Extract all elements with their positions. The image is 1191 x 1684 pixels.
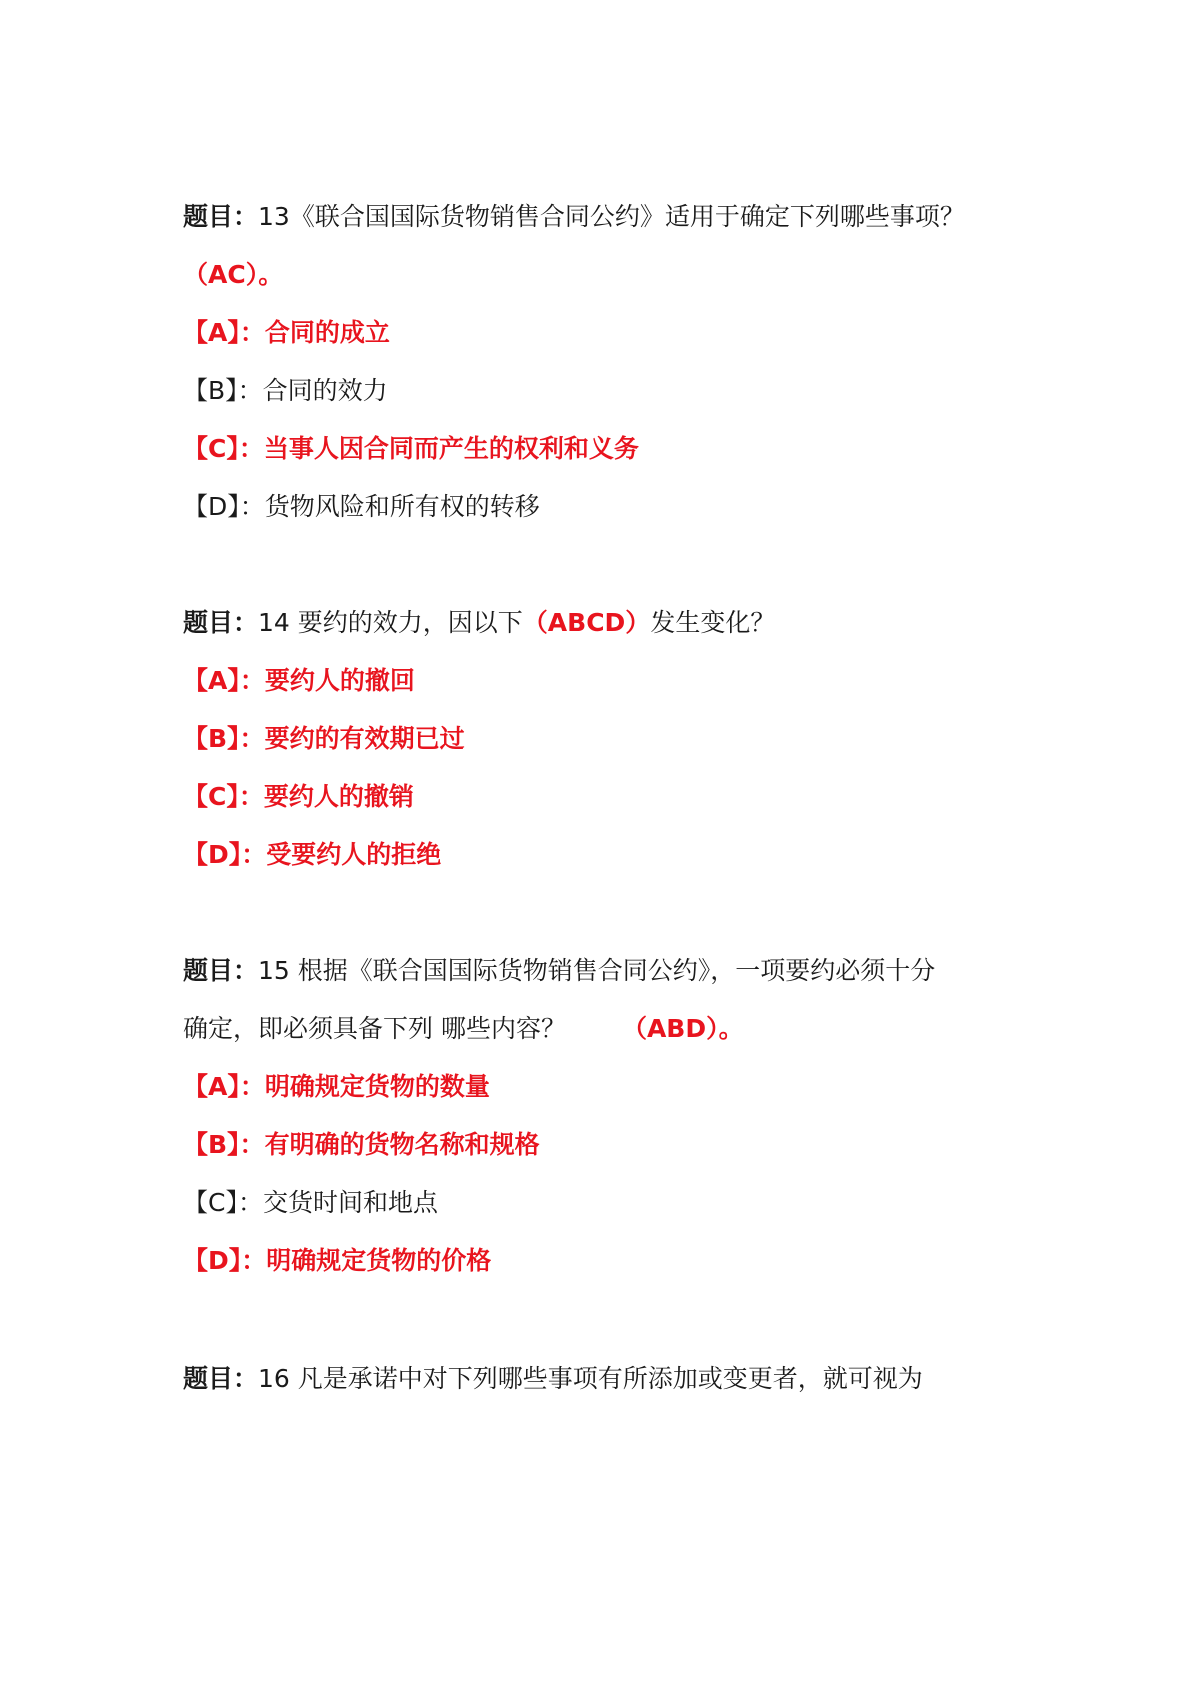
option-text: 合同的效力 bbox=[262, 376, 388, 405]
question-16-stem bbox=[183, 1362, 923, 1396]
question-label: 题目： bbox=[183, 956, 259, 985]
question-number: 16 bbox=[258, 1364, 298, 1393]
question-13-option-b bbox=[183, 374, 388, 408]
answer-key: （ABD）。 bbox=[621, 1014, 744, 1043]
option-text: 交货时间和地点 bbox=[262, 1188, 438, 1217]
option-text: 货物风险和所有权的转移 bbox=[264, 492, 540, 521]
question-text: 要约的效力，因以下 bbox=[297, 608, 523, 637]
option-text: 当事人因合同而产生的权利和义务 bbox=[263, 434, 639, 463]
question-number: 14 bbox=[258, 608, 298, 637]
option-text: 明确规定货物的数量 bbox=[264, 1072, 490, 1101]
answer-key: （AC）。 bbox=[183, 260, 284, 289]
question-text: 凡是承诺中对下列哪些事项有所添加或变更者，就可视为 bbox=[297, 1364, 923, 1393]
option-tag: 【A】： bbox=[183, 318, 265, 347]
question-text: 《联合国国际货物销售合同公约》适用于确定下列哪些事项？ bbox=[289, 202, 965, 231]
question-13-option-c bbox=[183, 432, 639, 466]
question-14-option-c bbox=[183, 780, 414, 814]
question-15-option-d bbox=[183, 1244, 491, 1278]
question-13-option-a bbox=[183, 316, 390, 350]
option-text: 合同的成立 bbox=[264, 318, 390, 347]
option-tag: 【C】： bbox=[183, 434, 264, 463]
answer-key: （ABCD） bbox=[522, 608, 651, 637]
option-tag: 【A】： bbox=[183, 1072, 265, 1101]
question-14-option-b bbox=[183, 722, 465, 756]
question-13-stem bbox=[183, 200, 965, 234]
question-15-option-b bbox=[183, 1128, 540, 1162]
option-tag: 【A】： bbox=[183, 666, 265, 695]
option-tag: 【C】： bbox=[183, 782, 264, 811]
question-text-end: 发生变化？ bbox=[650, 608, 776, 637]
question-label: 题目： bbox=[183, 608, 259, 637]
question-number: 13 bbox=[258, 202, 290, 231]
question-label: 题目： bbox=[183, 202, 259, 231]
option-text: 要约的有效期已过 bbox=[264, 724, 465, 753]
option-tag: 【D】： bbox=[183, 840, 267, 869]
question-number: 15 bbox=[258, 956, 298, 985]
option-tag: 【B】： bbox=[183, 376, 263, 405]
option-text: 要约人的撤回 bbox=[264, 666, 415, 695]
question-text: 根据《联合国国际货物销售合同公约》，一项要约必须十分 bbox=[297, 956, 936, 985]
option-text: 明确规定货物的价格 bbox=[266, 1246, 492, 1275]
option-text: 有明确的货物名称和规格 bbox=[264, 1130, 540, 1159]
question-14-option-a bbox=[183, 664, 415, 698]
question-15-stem bbox=[183, 954, 935, 988]
option-tag: 【D】： bbox=[183, 1246, 267, 1275]
question-label: 题目： bbox=[183, 1364, 259, 1393]
question-13-option-d bbox=[183, 490, 540, 524]
option-text: 要约人的撤销 bbox=[263, 782, 414, 811]
question-15-stem-cont bbox=[183, 1012, 744, 1046]
option-tag: 【D】： bbox=[183, 492, 265, 521]
question-15-option-c bbox=[183, 1186, 438, 1220]
question-13-answer bbox=[183, 258, 283, 292]
question-14-option-d bbox=[183, 838, 441, 872]
option-tag: 【C】： bbox=[183, 1188, 263, 1217]
option-tag: 【B】： bbox=[183, 724, 265, 753]
question-text: 确定，即必须具备下列 哪些内容？ bbox=[183, 1014, 566, 1043]
option-text: 受要约人的拒绝 bbox=[266, 840, 442, 869]
question-14-stem bbox=[183, 606, 775, 640]
option-tag: 【B】： bbox=[183, 1130, 265, 1159]
question-15-option-a bbox=[183, 1070, 490, 1104]
